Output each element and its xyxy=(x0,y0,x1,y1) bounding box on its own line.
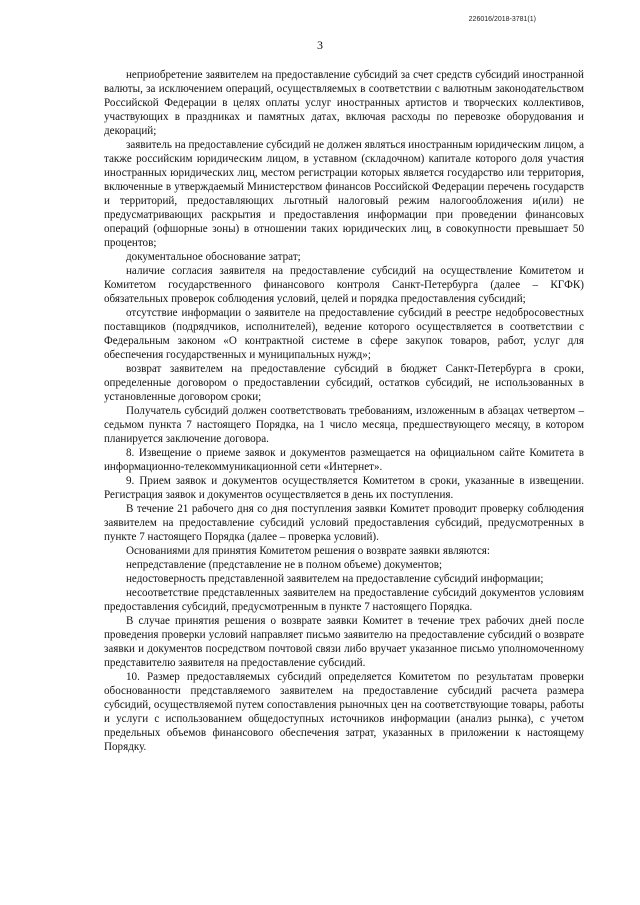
paragraph: В течение 21 рабочего дня со дня поступления заявки Комитет проводит проверку соблюдения заявителем на предоставление субсидий условий предоставления субсидий, предусмотренных в пункте 7 настоящего Порядка (далее – проверка условий). xyxy=(104,503,584,543)
paragraph: документальное обоснование затрат; xyxy=(126,251,301,263)
paragraph: заявитель на предоставление субсидий не должен являться иностранным юридическим лицом, а также российским юридическим лицом, в уставном (складочном) капитале которого доля участия иностранных юридических лиц, местом регистрации которых является государство или территория, включенные в утверждаемый Министерством финансов Российской Федерации перечень государств и территорий, предоставляющих льготный налоговый режим налогообложения и(или) не предусматривающих раскрытия и предоставления информации при проведении финансовых операций (офшорные зоны) в отношении таких юридических лиц, в совокупности превышает 50 процентов; xyxy=(104,139,584,249)
paragraph: 8. Извещение о приеме заявок и документов размещается на официальном сайте Комитета в информационно-телекоммуникационной сети «Интернет». xyxy=(104,447,584,473)
paragraph: несоответствие представленных заявителем на предоставление субсидий документов условиям предоставления субсидий, предусмотренным в пункте 7 настоящего Порядка. xyxy=(104,587,584,613)
paragraph: 9. Прием заявок и документов осуществляется Комитетом в сроки, указанные в извещении. Регистрация заявок и документов осуществляется в день их поступления. xyxy=(104,475,584,501)
document-id: 226016/2018-3781(1) xyxy=(468,16,536,23)
paragraph: Получатель субсидий должен соответствовать требованиям, изложенным в абзацах четвертом – седьмом пункта 7 настоящего Порядка, на 1 число месяца, предшествующего месяцу, в котором планируется заключение договора. xyxy=(104,405,584,445)
paragraph: отсутствие информации о заявителе на предоставление субсидий в реестре недобросовестных поставщиков (подрядчиков, исполнителей), ведение которого осуществляется в соответствии с Федеральным законом «О контрактной системе в сфере закупок товаров, работ, услуг для обеспечения государственных и муниципальных нужд»; xyxy=(104,307,584,361)
paragraph: непредставление (представление не в полном объеме) документов; xyxy=(126,559,443,571)
paragraph: возврат заявителем на предоставление субсидий в бюджет Санкт-Петербурга в сроки, определенные договором о предоставлении субсидий, остатков субсидий, не использованных в установленные договором сроки; xyxy=(104,363,584,403)
paragraph: Основаниями для принятия Комитетом решения о возврате заявки являются: xyxy=(126,545,490,557)
page-number: 3 xyxy=(317,38,323,52)
paragraph: 10. Размер предоставляемых субсидий определяется Комитетом по результатам проверки обоснованности представляемого заявителем на предоставление субсидий расчета размера субсидий, осуществляемой путем сопоставления рыночных цен на соответствующие товары, работы и услуги с использованием общедоступных источников информации (анализ рынка), с учетом предельных объемов финансового обеспечения затрат, указанных в приложении к настоящему Порядку. xyxy=(104,671,584,753)
document-body xyxy=(104,68,584,754)
paragraph: недостоверность представленной заявителем на предоставление субсидий информации; xyxy=(126,573,544,585)
paragraph: наличие согласия заявителя на предоставление субсидий на осуществление Комитетом и Комитетом государственного финансового контроля Санкт-Петербурга (далее – КГФК) обязательных проверок соблюдения условий, целей и порядка предоставления субсидий; xyxy=(104,265,584,305)
paragraph: неприобретение заявителем на предоставление субсидий за счет средств субсидий иностранной валюты, за исключением операций, осуществляемых в соответствии с валютным законодательством Российской Федерации в целях оплаты услуг иностранных артистов и творческих коллективов, участвующих в праздниках и памятных датах, включая расходы по перевозке оборудования и декораций; xyxy=(104,69,584,137)
paragraph: В случае принятия решения о возврате заявки Комитет в течение трех рабочих дней после проведения проверки условий направляет письмо заявителю на предоставление субсидий о возврате заявки и документов посредством почтовой связи либо вручает указанное письмо уполномоченному представителю заявителя на предоставление субсидий. xyxy=(104,615,584,669)
